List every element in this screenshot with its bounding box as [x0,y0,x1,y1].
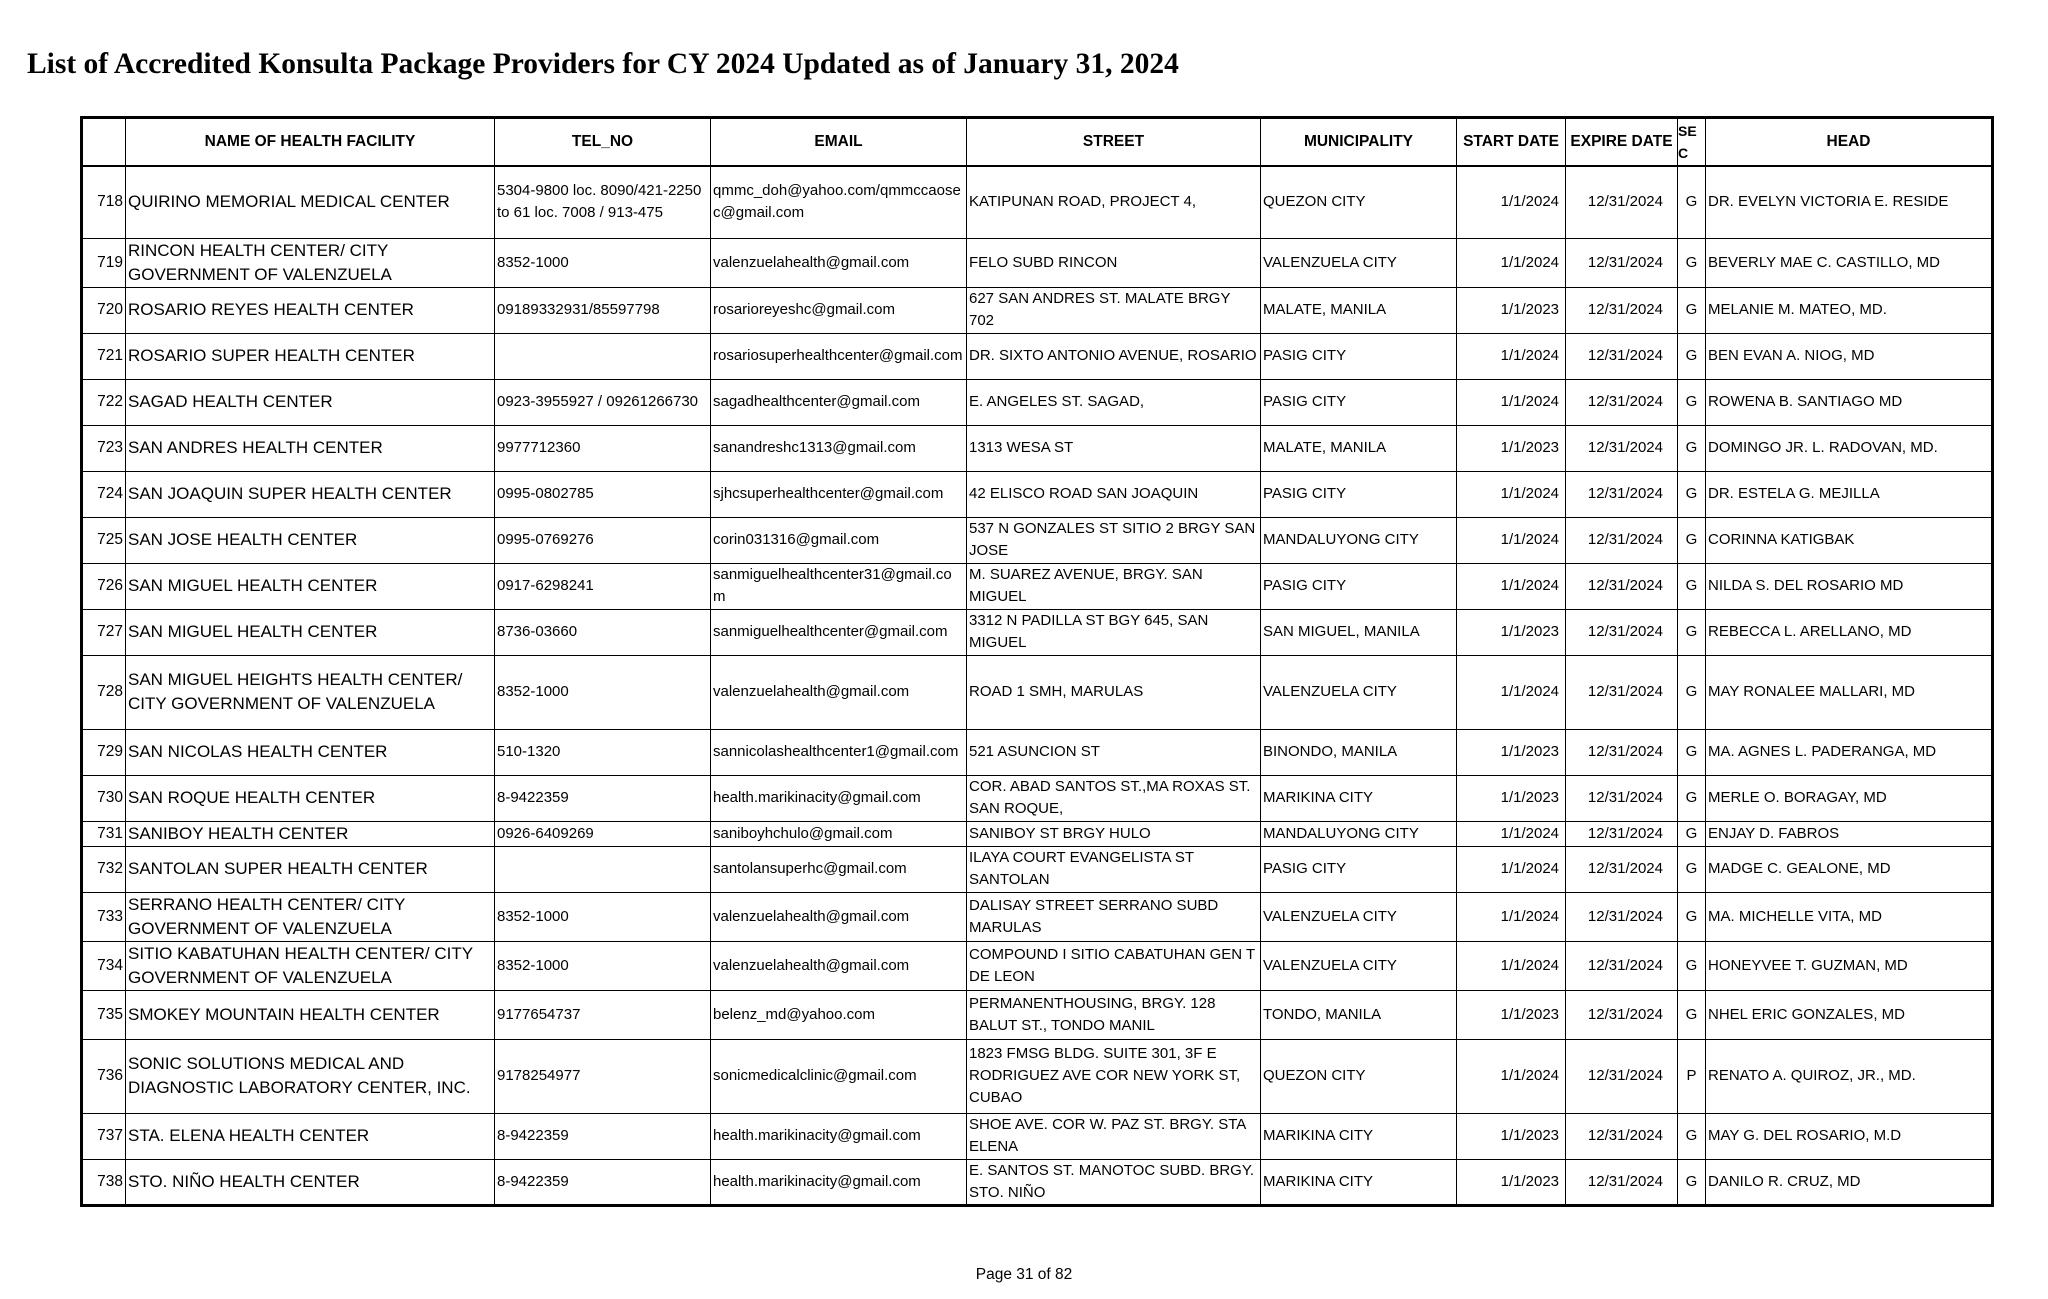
expire-date-cell: 12/31/2024 [1566,517,1678,563]
email-cell: rosarioreyeshc@gmail.com [711,287,967,333]
tel-no-cell: 9177654737 [495,990,711,1039]
row-number-cell: 724 [82,471,126,517]
street-cell: 1823 FMSG BLDG. SUITE 301, 3F E RODRIGUEZ AVE COR NEW YORK ST, CUBAO [967,1039,1261,1113]
head-cell: DR. ESTELA G. MEJILLA [1706,471,1993,517]
head-cell: MADGE C. GEALONE, MD [1706,846,1993,892]
tel-no-cell: 8-9422359 [495,1159,711,1205]
facility-name-cell: SAN NICOLAS HEALTH CENTER [126,729,495,775]
tel-no-cell: 8-9422359 [495,1113,711,1159]
table-row [82,425,1993,471]
municipality-cell: MANDALUYONG CITY [1261,517,1457,563]
expire-date-cell: 12/31/2024 [1566,471,1678,517]
start-date-cell: 1/1/2023 [1457,609,1566,655]
facility-name-cell: ROSARIO SUPER HEALTH CENTER [126,333,495,379]
email-cell: corin031316@gmail.com [711,517,967,563]
email-cell: valenzuelahealth@gmail.com [711,238,967,287]
tel-no-cell [495,846,711,892]
table-row [82,892,1993,941]
street-cell: COMPOUND I SITIO CABATUHAN GEN T DE LEON [967,941,1261,990]
email-cell: health.marikinacity@gmail.com [711,1113,967,1159]
head-cell: BEVERLY MAE C. CASTILLO, MD [1706,238,1993,287]
sector-cell: G [1678,990,1706,1039]
facility-name-cell: SAN MIGUEL HEIGHTS HEALTH CENTER/ CITY GOVERNMENT OF VALENZUELA [126,655,495,729]
street-cell: 537 N GONZALES ST SITIO 2 BRGY SAN JOSE [967,517,1261,563]
head-cell: BEN EVAN A. NIOG, MD [1706,333,1993,379]
start-date-cell: 1/1/2024 [1457,1039,1566,1113]
sector-cell: G [1678,941,1706,990]
sector-cell: G [1678,775,1706,821]
head-cell: NHEL ERIC GONZALES, MD [1706,990,1993,1039]
expire-date-cell: 12/31/2024 [1566,287,1678,333]
col-header-sec: SEC [1678,118,1706,167]
sector-cell: G [1678,892,1706,941]
street-cell: 42 ELISCO ROAD SAN JOAQUIN [967,471,1261,517]
table-row [82,379,1993,425]
table-row [82,563,1993,609]
street-cell: 1313 WESA ST [967,425,1261,471]
expire-date-cell: 12/31/2024 [1566,1039,1678,1113]
table-row [82,846,1993,892]
row-number-cell: 732 [82,846,126,892]
page-number: Page 31 of 82 [975,1266,1073,1283]
tel-no-cell [495,333,711,379]
sector-cell: G [1678,166,1706,238]
street-cell: COR. ABAD SANTOS ST.,MA ROXAS ST. SAN ROQUE, [967,775,1261,821]
tel-no-cell: 0923-3955927 / 09261266730 [495,379,711,425]
facility-name-cell: SANIBOY HEALTH CENTER [126,821,495,846]
table-row [82,287,1993,333]
sector-cell: G [1678,655,1706,729]
facility-name-cell: SITIO KABATUHAN HEALTH CENTER/ CITY GOVERNMENT OF VALENZUELA [126,941,495,990]
row-number-cell: 718 [82,166,126,238]
facility-name-cell: SMOKEY MOUNTAIN HEALTH CENTER [126,990,495,1039]
row-number-cell: 737 [82,1113,126,1159]
facility-name-cell: QUIRINO MEMORIAL MEDICAL CENTER [126,166,495,238]
start-date-cell: 1/1/2024 [1457,471,1566,517]
sector-cell: G [1678,425,1706,471]
table-row [82,517,1993,563]
street-cell: M. SUAREZ AVENUE, BRGY. SAN MIGUEL [967,563,1261,609]
sector-cell: G [1678,238,1706,287]
expire-date-cell: 12/31/2024 [1566,1159,1678,1205]
email-cell: qmmc_doh@yahoo.com/qmmccaosec@gmail.com [711,166,967,238]
tel-no-cell: 0995-0769276 [495,517,711,563]
facility-name-cell: SAN ANDRES HEALTH CENTER [126,425,495,471]
tel-no-cell: 8352-1000 [495,655,711,729]
email-cell: saniboyhchulo@gmail.com [711,821,967,846]
start-date-cell: 1/1/2024 [1457,166,1566,238]
sector-cell: G [1678,846,1706,892]
row-number-cell: 729 [82,729,126,775]
municipality-cell: MARIKINA CITY [1261,1159,1457,1205]
email-cell: rosariosuperhealthcenter@gmail.com [711,333,967,379]
street-cell: ROAD 1 SMH, MARULAS [967,655,1261,729]
head-cell: ENJAY D. FABROS [1706,821,1993,846]
municipality-cell: MALATE, MANILA [1261,425,1457,471]
municipality-cell: VALENZUELA CITY [1261,238,1457,287]
row-number-cell: 728 [82,655,126,729]
start-date-cell: 1/1/2023 [1457,775,1566,821]
start-date-cell: 1/1/2023 [1457,287,1566,333]
expire-date-cell: 12/31/2024 [1566,892,1678,941]
street-cell: E. ANGELES ST. SAGAD, [967,379,1261,425]
street-cell: KATIPUNAN ROAD, PROJECT 4, [967,166,1261,238]
start-date-cell: 1/1/2024 [1457,846,1566,892]
street-cell: 521 ASUNCION ST [967,729,1261,775]
street-cell: ILAYA COURT EVANGELISTA ST SANTOLAN [967,846,1261,892]
start-date-cell: 1/1/2024 [1457,238,1566,287]
municipality-cell: VALENZUELA CITY [1261,941,1457,990]
municipality-cell: MARIKINA CITY [1261,1113,1457,1159]
sector-cell: G [1678,517,1706,563]
row-number-cell: 735 [82,990,126,1039]
email-cell: valenzuelahealth@gmail.com [711,892,967,941]
email-cell: santolansuperhc@gmail.com [711,846,967,892]
facility-name-cell: SAN ROQUE HEALTH CENTER [126,775,495,821]
table-row [82,821,1993,846]
row-number-cell: 719 [82,238,126,287]
facility-name-cell: SAN JOAQUIN SUPER HEALTH CENTER [126,471,495,517]
head-cell: DOMINGO JR. L. RADOVAN, MD. [1706,425,1993,471]
start-date-cell: 1/1/2024 [1457,821,1566,846]
municipality-cell: QUEZON CITY [1261,166,1457,238]
facility-name-cell: STO. NIÑO HEALTH CENTER [126,1159,495,1205]
start-date-cell: 1/1/2023 [1457,990,1566,1039]
expire-date-cell: 12/31/2024 [1566,333,1678,379]
municipality-cell: PASIG CITY [1261,379,1457,425]
email-cell: sonicmedicalclinic@gmail.com [711,1039,967,1113]
email-cell: sanmiguelhealthcenter@gmail.com [711,609,967,655]
municipality-cell: VALENZUELA CITY [1261,892,1457,941]
row-number-cell: 733 [82,892,126,941]
row-number-cell: 721 [82,333,126,379]
sector-cell: G [1678,287,1706,333]
row-number-cell: 723 [82,425,126,471]
street-cell: 627 SAN ANDRES ST. MALATE BRGY 702 [967,287,1261,333]
expire-date-cell: 12/31/2024 [1566,379,1678,425]
col-header-name: NAME OF HEALTH FACILITY [126,118,495,167]
col-header-expire-date: EXPIRE DATE [1566,118,1678,167]
col-header-email: EMAIL [711,118,967,167]
tel-no-cell: 8352-1000 [495,238,711,287]
row-number-cell: 726 [82,563,126,609]
street-cell: DALISAY STREET SERRANO SUBD MARULAS [967,892,1261,941]
table-row [82,471,1993,517]
start-date-cell: 1/1/2023 [1457,729,1566,775]
email-cell: valenzuelahealth@gmail.com [711,655,967,729]
row-number-cell: 727 [82,609,126,655]
head-cell: REBECCA L. ARELLANO, MD [1706,609,1993,655]
expire-date-cell: 12/31/2024 [1566,729,1678,775]
tel-no-cell: 0917-6298241 [495,563,711,609]
start-date-cell: 1/1/2023 [1457,425,1566,471]
facility-name-cell: SANTOLAN SUPER HEALTH CENTER [126,846,495,892]
col-header-tel: TEL_NO [495,118,711,167]
sector-cell: G [1678,563,1706,609]
head-cell: CORINNA KATIGBAK [1706,517,1993,563]
head-cell: MERLE O. BORAGAY, MD [1706,775,1993,821]
email-cell: health.marikinacity@gmail.com [711,1159,967,1205]
street-cell: SHOE AVE. COR W. PAZ ST. BRGY. STA ELENA [967,1113,1261,1159]
table-row [82,1159,1993,1205]
municipality-cell: PASIG CITY [1261,471,1457,517]
row-number-cell: 731 [82,821,126,846]
head-cell: MELANIE M. MATEO, MD. [1706,287,1993,333]
municipality-cell: PASIG CITY [1261,333,1457,379]
expire-date-cell: 12/31/2024 [1566,425,1678,471]
expire-date-cell: 12/31/2024 [1566,563,1678,609]
start-date-cell: 1/1/2023 [1457,1159,1566,1205]
tel-no-cell: 510-1320 [495,729,711,775]
tel-no-cell: 8352-1000 [495,892,711,941]
email-cell: health.marikinacity@gmail.com [711,775,967,821]
table-row [82,1039,1993,1113]
start-date-cell: 1/1/2024 [1457,655,1566,729]
col-header-num [82,118,126,167]
providers-table [80,116,1994,1207]
tel-no-cell: 8-9422359 [495,775,711,821]
expire-date-cell: 12/31/2024 [1566,1113,1678,1159]
expire-date-cell: 12/31/2024 [1566,238,1678,287]
row-number-cell: 722 [82,379,126,425]
table-row [82,775,1993,821]
street-cell: DR. SIXTO ANTONIO AVENUE, ROSARIO [967,333,1261,379]
tel-no-cell: 9977712360 [495,425,711,471]
tel-no-cell: 0995-0802785 [495,471,711,517]
street-cell: FELO SUBD RINCON [967,238,1261,287]
sector-cell: G [1678,379,1706,425]
sector-cell: G [1678,1113,1706,1159]
municipality-cell: QUEZON CITY [1261,1039,1457,1113]
municipality-cell: PASIG CITY [1261,563,1457,609]
start-date-cell: 1/1/2024 [1457,563,1566,609]
sector-cell: G [1678,333,1706,379]
municipality-cell: PASIG CITY [1261,846,1457,892]
email-cell: sannicolashealthcenter1@gmail.com [711,729,967,775]
municipality-cell: TONDO, MANILA [1261,990,1457,1039]
facility-name-cell: STA. ELENA HEALTH CENTER [126,1113,495,1159]
facility-name-cell: RINCON HEALTH CENTER/ CITY GOVERNMENT OF VALENZUELA [126,238,495,287]
municipality-cell: MANDALUYONG CITY [1261,821,1457,846]
row-number-cell: 730 [82,775,126,821]
expire-date-cell: 12/31/2024 [1566,655,1678,729]
expire-date-cell: 12/31/2024 [1566,609,1678,655]
start-date-cell: 1/1/2024 [1457,941,1566,990]
sector-cell: G [1678,471,1706,517]
head-cell: MAY G. DEL ROSARIO, M.D [1706,1113,1993,1159]
head-cell: MA. MICHELLE VITA, MD [1706,892,1993,941]
row-number-cell: 736 [82,1039,126,1113]
sector-cell: P [1678,1039,1706,1113]
table-header-row [82,118,1993,167]
municipality-cell: MARIKINA CITY [1261,775,1457,821]
street-cell: 3312 N PADILLA ST BGY 645, SAN MIGUEL [967,609,1261,655]
expire-date-cell: 12/31/2024 [1566,821,1678,846]
tel-no-cell: 0926-6409269 [495,821,711,846]
facility-name-cell: SONIC SOLUTIONS MEDICAL AND DIAGNOSTIC LABORATORY CENTER, INC. [126,1039,495,1113]
facility-name-cell: SAN JOSE HEALTH CENTER [126,517,495,563]
table-row [82,1113,1993,1159]
facility-name-cell: SAGAD HEALTH CENTER [126,379,495,425]
sector-cell: G [1678,729,1706,775]
start-date-cell: 1/1/2024 [1457,892,1566,941]
col-header-head: HEAD [1706,118,1993,167]
expire-date-cell: 12/31/2024 [1566,775,1678,821]
email-cell: valenzuelahealth@gmail.com [711,941,967,990]
tel-no-cell: 5304-9800 loc. 8090/421-2250 to 61 loc. 7008 / 913-475 [495,166,711,238]
sector-cell: G [1678,1159,1706,1205]
facility-name-cell: SERRANO HEALTH CENTER/ CITY GOVERNMENT OF VALENZUELA [126,892,495,941]
email-cell: sanmiguelhealthcenter31@gmail.com [711,563,967,609]
tel-no-cell: 09189332931/85597798 [495,287,711,333]
municipality-cell: SAN MIGUEL, MANILA [1261,609,1457,655]
tel-no-cell: 8736-03660 [495,609,711,655]
municipality-cell: VALENZUELA CITY [1261,655,1457,729]
municipality-cell: MALATE, MANILA [1261,287,1457,333]
street-cell: PERMANENTHOUSING, BRGY. 128 BALUT ST., TONDO MANIL [967,990,1261,1039]
head-cell: RENATO A. QUIROZ, JR., MD. [1706,1039,1993,1113]
head-cell: HONEYVEE T. GUZMAN, MD [1706,941,1993,990]
facility-name-cell: SAN MIGUEL HEALTH CENTER [126,609,495,655]
table-row [82,333,1993,379]
head-cell: NILDA S. DEL ROSARIO MD [1706,563,1993,609]
facility-name-cell: ROSARIO REYES HEALTH CENTER [126,287,495,333]
head-cell: DANILO R. CRUZ, MD [1706,1159,1993,1205]
table-row [82,990,1993,1039]
start-date-cell: 1/1/2024 [1457,379,1566,425]
email-cell: sagadhealthcenter@gmail.com [711,379,967,425]
start-date-cell: 1/1/2024 [1457,333,1566,379]
email-cell: sanandreshc1313@gmail.com [711,425,967,471]
table-row [82,655,1993,729]
table-row [82,941,1993,990]
col-header-start-date: START DATE [1457,118,1566,167]
table-row [82,729,1993,775]
expire-date-cell: 12/31/2024 [1566,990,1678,1039]
tel-no-cell: 8352-1000 [495,941,711,990]
head-cell: MA. AGNES L. PADERANGA, MD [1706,729,1993,775]
head-cell: ROWENA B. SANTIAGO MD [1706,379,1993,425]
municipality-cell: BINONDO, MANILA [1261,729,1457,775]
tel-no-cell: 9178254977 [495,1039,711,1113]
table-row [82,238,1993,287]
street-cell: SANIBOY ST BRGY HULO [967,821,1261,846]
head-cell: MAY RONALEE MALLARI, MD [1706,655,1993,729]
row-number-cell: 738 [82,1159,126,1205]
table-row [82,166,1993,238]
facility-name-cell: SAN MIGUEL HEALTH CENTER [126,563,495,609]
col-header-street: STREET [967,118,1261,167]
sector-cell: G [1678,609,1706,655]
row-number-cell: 734 [82,941,126,990]
expire-date-cell: 12/31/2024 [1566,941,1678,990]
table-row [82,609,1993,655]
row-number-cell: 725 [82,517,126,563]
email-cell: belenz_md@yahoo.com [711,990,967,1039]
expire-date-cell: 12/31/2024 [1566,166,1678,238]
head-cell: DR. EVELYN VICTORIA E. RESIDE [1706,166,1993,238]
col-header-municipality: MUNICIPALITY [1261,118,1457,167]
start-date-cell: 1/1/2024 [1457,517,1566,563]
page-title: List of Accredited Konsulta Package Providers for CY 2024 Updated as of January 31, 2024 [27,48,1179,80]
start-date-cell: 1/1/2023 [1457,1113,1566,1159]
row-number-cell: 720 [82,287,126,333]
email-cell: sjhcsuperhealthcenter@gmail.com [711,471,967,517]
street-cell: E. SANTOS ST. MANOTOC SUBD. BRGY. STO. NIÑO [967,1159,1261,1205]
sector-cell: G [1678,821,1706,846]
expire-date-cell: 12/31/2024 [1566,846,1678,892]
